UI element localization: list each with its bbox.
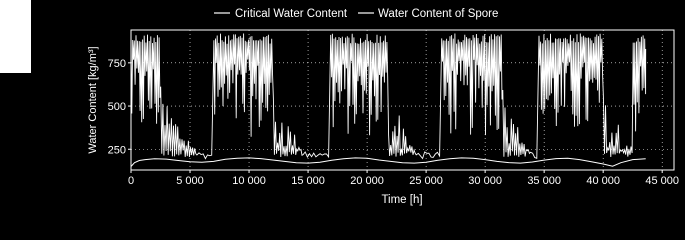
x-tick-label: 20 000 <box>350 175 384 187</box>
x-tick-label: 30 000 <box>468 175 502 187</box>
series-group <box>131 34 646 167</box>
y-tick-label: 250 <box>107 144 126 157</box>
x-tick-label: 45 000 <box>645 175 680 187</box>
series-line-water-content-of-spore <box>131 34 646 159</box>
x-tick-label: 0 <box>127 175 135 187</box>
legend-label-critical: Critical Water Content <box>235 8 348 20</box>
y-axis-label: Water Content [kg/m³] <box>87 46 99 154</box>
x-tick-label: 10 000 <box>232 175 266 187</box>
y-tick-label: 500 <box>107 101 126 114</box>
series-line-critical-water-content <box>131 158 646 167</box>
x-tick-label: 35 000 <box>527 175 561 187</box>
x-tick-label: 40 000 <box>586 175 621 187</box>
legend-label-spore: Water Content of Spore <box>378 8 499 20</box>
x-tick-label: 15 000 <box>291 175 325 187</box>
y-tick-label: 750 <box>107 57 126 70</box>
legend <box>214 8 498 20</box>
x-tick-label: 5 000 <box>176 175 204 187</box>
x-axis-label: Time [h] <box>381 194 423 206</box>
x-tick-label: 25 000 <box>409 175 443 187</box>
axis-ticks <box>108 58 679 187</box>
